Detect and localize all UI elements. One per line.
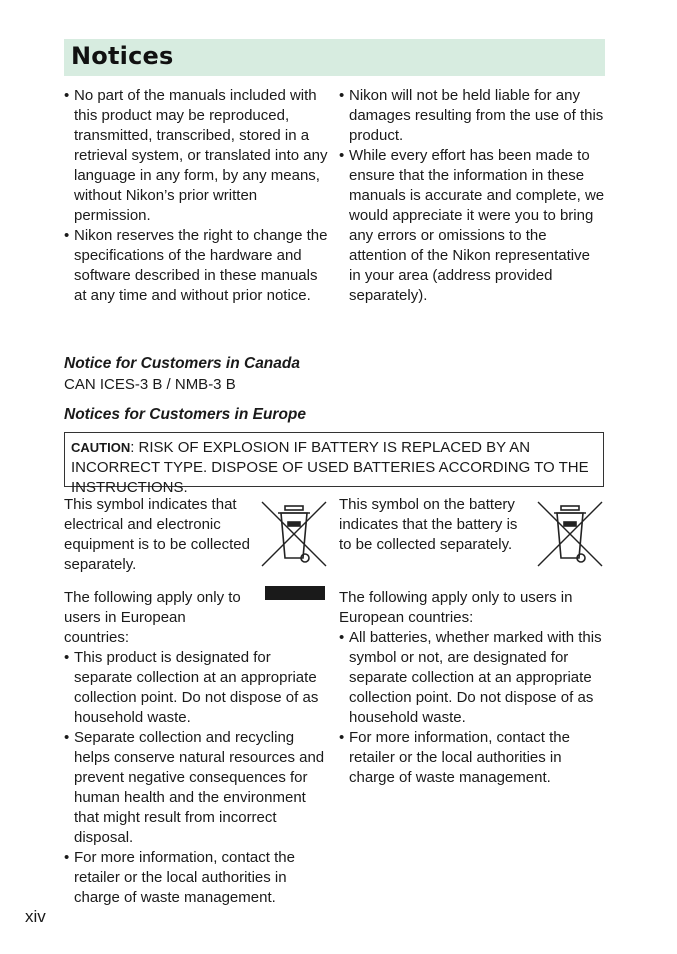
right-intro: The following apply only to users in European countries:: [339, 589, 573, 626]
list-item: • While every effort has been made to ensure that the information in these manuals is accurate and complete, we would appreciate it were you to bring any errors or omissions to the attention of the Nikon representative in your area (address provided separately).: [339, 146, 605, 306]
list-item: • All batteries, whether marked with this symbol or not, are designated for separate collection at an appropriate collection point. Do not dispose of as household waste.: [339, 628, 605, 728]
caution-box: [64, 432, 604, 496]
list-item: • Separate collection and recycling helps conserve natural resources and prevent negative consequences for human health and the environment that might result from incorrect disposal.: [64, 728, 330, 848]
list-item: • Nikon reserves the right to change the specifications of the hardware and software described in these manuals at any time and without prior notice.: [64, 226, 330, 306]
list-item: • No part of the manuals included with this product may be reproduced, transmitted, transcribed, stored in a retrieval system, or translated into any language in any form, by any means, without Nikon’s prior written permission.: [64, 86, 330, 226]
page-number: xiv: [25, 907, 46, 926]
section-banner: [64, 39, 605, 76]
europe-right-column: [339, 588, 605, 788]
caution-text: : RISK OF EXPLOSION IF BATTERY IS REPLACED BY AN INCORRECT TYPE. DISPOSE OF USED BATTERIES ACCORDING TO THE INSTRUCTIONS.: [71, 439, 589, 496]
canada-heading: Notice for Customers in Canada: [64, 355, 300, 372]
page-title: Notices: [71, 42, 174, 70]
right-symbol-text: This symbol on the battery indicates that the battery is to be collected separately.: [339, 496, 518, 553]
europe-heading: Notices for Customers in Europe: [64, 406, 307, 423]
europe-left-column: [64, 588, 330, 908]
list-item: • For more information, contact the retailer or the local authorities in charge of waste management.: [64, 848, 330, 908]
canada-text: CAN ICES-3 B / NMB-3 B: [64, 376, 236, 393]
left-symbol-text: This symbol indicates that electrical and electronic equipment is to be collected separately.: [64, 496, 250, 573]
list-item: • This product is designated for separate collection at an appropriate collection point. Do not dispose of as household waste.: [64, 648, 330, 728]
crossed-out-battery-bin-icon: [534, 498, 606, 570]
crossed-out-bin-icon: [258, 498, 330, 570]
list-item: • For more information, contact the retailer or the local authorities in charge of waste management.: [339, 728, 605, 788]
notices-right-column: [339, 86, 605, 306]
notices-left-column: [64, 86, 330, 306]
caution-label: CAUTION: [71, 440, 131, 455]
left-intro: The following apply only to users in European countries:: [64, 589, 241, 646]
list-item: • Nikon will not be held liable for any damages resulting from the use of this product.: [339, 86, 605, 146]
